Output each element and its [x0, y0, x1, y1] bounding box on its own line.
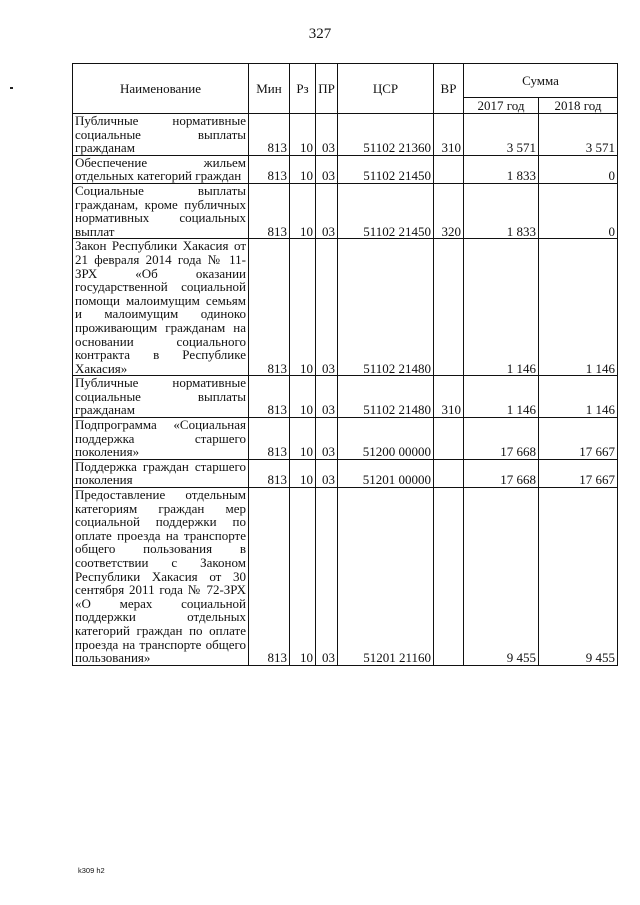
row-2017: 17 668 [464, 418, 539, 460]
row-2017: 1 833 [464, 155, 539, 183]
row-vr [434, 488, 464, 666]
row-name: Подпрограмма «Социальная поддержка старшего поколения» [73, 418, 249, 460]
row-2017: 17 668 [464, 459, 539, 487]
row-min: 813 [249, 239, 290, 376]
header-pr: ПР [316, 64, 338, 114]
row-min: 813 [249, 155, 290, 183]
row-vr: 320 [434, 183, 464, 238]
header-rz: Рз [290, 64, 316, 114]
row-2018: 0 [539, 183, 618, 238]
row-min: 813 [249, 488, 290, 666]
row-name: Обеспечение жильем отдельных категорий граждан [73, 155, 249, 183]
row-2018: 17 667 [539, 418, 618, 460]
footer-code: k309 h2 [78, 866, 105, 875]
row-csr: 51201 21160 [338, 488, 434, 666]
row-2018: 1 146 [539, 376, 618, 418]
row-pr: 03 [316, 239, 338, 376]
row-name: Публичные нормативные социальные выплаты гражданам [73, 114, 249, 156]
row-pr: 03 [316, 488, 338, 666]
row-min: 813 [249, 418, 290, 460]
row-2017: 1 146 [464, 239, 539, 376]
row-name: Закон Республики Хакасия от 21 февраля 2014 года № 11-ЗРХ «Об оказании государственной социальной помощи малоимущим семьям и малоимущим одиноко проживающим гражданам на основании социального контракта в Республике Хакасия» [73, 239, 249, 376]
row-2017: 1 146 [464, 376, 539, 418]
row-rz: 10 [290, 459, 316, 487]
row-name: Предоставление отдельным категориям граждан мер социальной поддержки по оплате проезда на транспорте общего пользования в соответствии с Законом Республики Хакасия от 30 сентября 2011 года № 72-ЗРХ «О мерах социальной поддержки отдельных категорий граждан по оплате проезда на транспорте общего пользования» [73, 488, 249, 666]
row-2018: 3 571 [539, 114, 618, 156]
row-csr: 51102 21360 [338, 114, 434, 156]
row-vr: 310 [434, 114, 464, 156]
row-2017: 1 833 [464, 183, 539, 238]
row-name: Поддержка граждан старшего поколения [73, 459, 249, 487]
table-row [73, 376, 618, 418]
table-row [73, 418, 618, 460]
header-name: Наименование [73, 64, 249, 114]
row-2017: 3 571 [464, 114, 539, 156]
row-2018: 0 [539, 155, 618, 183]
budget-table [72, 63, 618, 666]
row-rz: 10 [290, 376, 316, 418]
row-pr: 03 [316, 459, 338, 487]
row-rz: 10 [290, 488, 316, 666]
table-row [73, 459, 618, 487]
table-row [73, 155, 618, 183]
header-2017: 2017 год [464, 98, 539, 114]
scan-speck [10, 87, 13, 89]
row-name: Социальные выплаты гражданам, кроме публичных нормативных социальных выплат [73, 183, 249, 238]
row-rz: 10 [290, 183, 316, 238]
row-pr: 03 [316, 183, 338, 238]
row-rz: 10 [290, 155, 316, 183]
row-csr: 51102 21480 [338, 239, 434, 376]
row-min: 813 [249, 459, 290, 487]
row-csr: 51102 21450 [338, 183, 434, 238]
row-csr: 51102 21480 [338, 376, 434, 418]
row-min: 813 [249, 376, 290, 418]
row-rz: 10 [290, 239, 316, 376]
table-row [73, 114, 618, 156]
row-vr [434, 155, 464, 183]
row-2018: 9 455 [539, 488, 618, 666]
header-vr: ВР [434, 64, 464, 114]
page-number: 327 [308, 26, 332, 42]
row-pr: 03 [316, 418, 338, 460]
row-pr: 03 [316, 114, 338, 156]
header-csr: ЦСР [338, 64, 434, 114]
row-vr [434, 418, 464, 460]
row-rz: 10 [290, 418, 316, 460]
row-name: Публичные нормативные социальные выплаты гражданам [73, 376, 249, 418]
row-pr: 03 [316, 376, 338, 418]
row-2018: 17 667 [539, 459, 618, 487]
header-sum: Сумма [464, 64, 618, 98]
table-row [73, 488, 618, 666]
row-rz: 10 [290, 114, 316, 156]
table-row [73, 183, 618, 238]
header-2018: 2018 год [539, 98, 618, 114]
table-row [73, 239, 618, 376]
row-min: 813 [249, 183, 290, 238]
row-min: 813 [249, 114, 290, 156]
row-csr: 51102 21450 [338, 155, 434, 183]
row-csr: 51200 00000 [338, 418, 434, 460]
row-vr [434, 459, 464, 487]
header-min: Мин [249, 64, 290, 114]
row-csr: 51201 00000 [338, 459, 434, 487]
row-2018: 1 146 [539, 239, 618, 376]
row-vr: 310 [434, 376, 464, 418]
row-vr [434, 239, 464, 376]
row-pr: 03 [316, 155, 338, 183]
row-2017: 9 455 [464, 488, 539, 666]
